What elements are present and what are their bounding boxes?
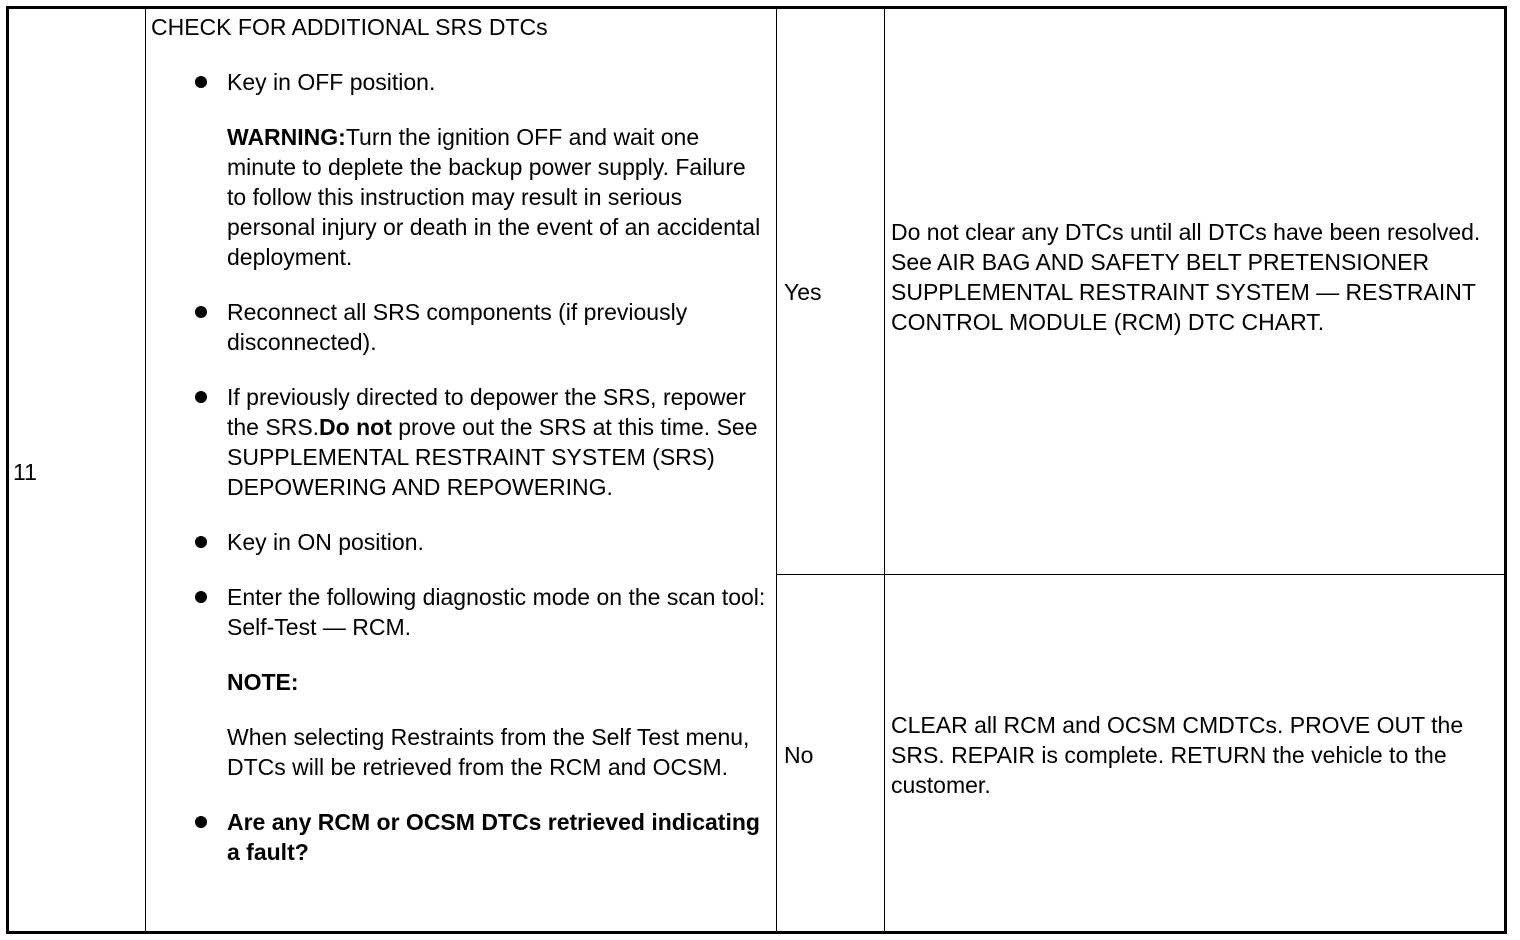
bullet-icon <box>195 391 207 403</box>
bullet-item <box>151 807 771 867</box>
bullet-item <box>151 67 771 97</box>
warning-text: Turn the ignition OFF and wait one minute to deplete the backup power supply. Failure to follow this instruction may result in serious personal injury or death in the event of an accidental deployment. <box>227 124 761 270</box>
column-divider <box>884 6 885 934</box>
bullet-text-bold: Do not <box>319 414 392 440</box>
bullet-icon <box>195 816 207 828</box>
bullet-text: Enter the following diagnostic mode on the scan tool: Self-Test — RCM. <box>227 584 766 640</box>
bullet-icon <box>195 306 207 318</box>
warning <box>151 122 771 272</box>
bullet-item <box>151 297 771 357</box>
warning-label: WARNING: <box>227 124 346 150</box>
step-number: 11 <box>13 459 37 485</box>
result-no: CLEAR all RCM and OCSM CMDTCs. PROVE OUT the SRS. REPAIR is complete. RETURN the vehicle to the customer. <box>891 712 1464 798</box>
bullet-question: Are any RCM or OCSM DTCs retrieved indicating a fault? <box>227 809 760 865</box>
bullet-item <box>151 382 771 502</box>
bullet-item <box>151 527 771 557</box>
row-divider <box>776 574 1507 575</box>
bullet-text: If previously directed to depower the SRS, repower the SRS. <box>227 384 747 440</box>
bullet-icon <box>195 536 207 548</box>
bullet-text: Key in ON position. <box>227 529 424 555</box>
column-divider <box>145 6 146 934</box>
answer-yes: Yes <box>784 279 822 305</box>
bullet-item <box>151 582 771 642</box>
action-title: CHECK FOR ADDITIONAL SRS DTCs <box>151 14 548 40</box>
answer-no: No <box>784 742 814 768</box>
note-label: NOTE: <box>227 669 299 695</box>
note-text: When selecting Restraints from the Self Test menu, DTCs will be retrieved from the RCM and OCSM. <box>227 724 750 780</box>
bullet-text: prove out the SRS at this time. See SUPPLEMENTAL RESTRAINT SYSTEM (SRS) DEPOWERING AND REPOWERING. <box>227 414 758 500</box>
bullet-icon <box>195 76 207 88</box>
bullet-icon <box>195 591 207 603</box>
action-cell <box>151 12 771 867</box>
bullet-text: Key in OFF position. <box>227 69 436 95</box>
column-divider <box>776 6 777 934</box>
bullet-text: Reconnect all SRS components (if previously disconnected). <box>227 299 688 355</box>
result-yes: Do not clear any DTCs until all DTCs have been resolved. See AIR BAG AND SAFETY BELT PRETENSIONER SUPPLEMENTAL RESTRAINT SYSTEM — RESTRAINT CONTROL MODULE (RCM) DTC CHART. <box>891 219 1481 335</box>
